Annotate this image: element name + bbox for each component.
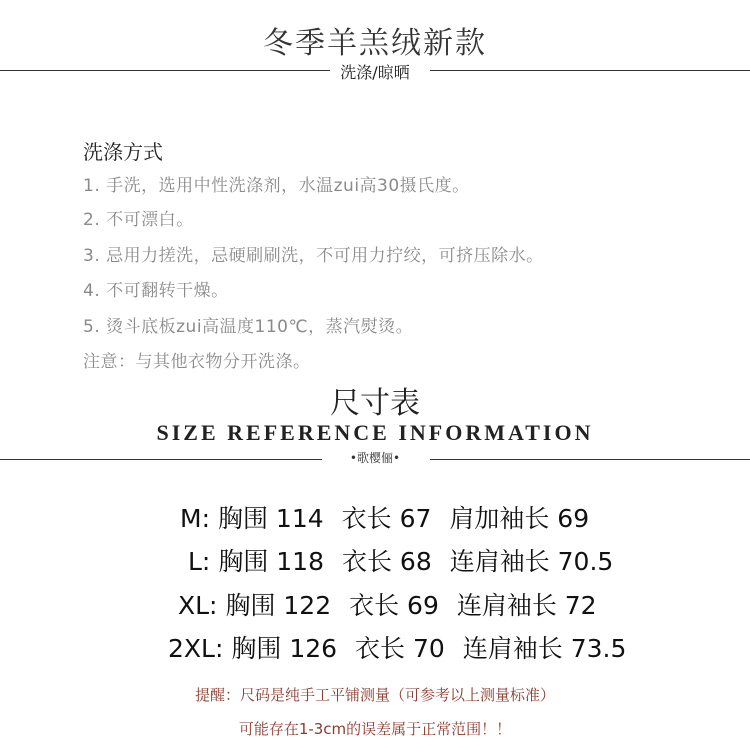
size-label: L: [188, 547, 211, 576]
size-chart-title: 尺寸表 [330, 386, 420, 421]
washing-item: 5. 烫斗底板zui高温度110℃，蒸汽熨烫。 [83, 317, 414, 337]
size-row-m [180, 499, 589, 535]
chest-label: 胸围 [217, 504, 268, 533]
sleeve-label: 连肩袖长 [449, 547, 550, 576]
sleeve-value: 73.5 [570, 634, 627, 663]
size-label: XL: [178, 591, 218, 620]
washing-item: 1. 手洗，选用中性洗涤剂，水温zui高30摄氏度。 [83, 176, 470, 196]
size-label: M: [180, 504, 210, 533]
size-row-l [188, 542, 613, 578]
sleeve-value: 70.5 [557, 547, 614, 576]
chest-value: 118 [276, 547, 324, 576]
section-subtitle: 洗涤/晾晒 [0, 60, 750, 83]
chest-value: 114 [275, 504, 324, 533]
length-value: 68 [399, 547, 432, 576]
size-label: 2XL: [168, 634, 224, 663]
sleeve-label: 肩加袖长 [449, 504, 550, 533]
sleeve-label: 连肩袖长 [456, 591, 557, 620]
chest-label: 胸围 [231, 634, 282, 663]
length-label: 衣长 [341, 504, 392, 533]
length-value: 69 [407, 591, 439, 620]
sleeve-value: 72 [564, 591, 597, 620]
sleeve-value: 69 [557, 504, 590, 533]
length-label: 衣长 [341, 547, 392, 576]
page-title: 冬季羊羔绒新款 [263, 26, 487, 61]
chest-label: 胸围 [225, 591, 276, 620]
sleeve-label: 连肩袖长 [462, 634, 563, 663]
washing-note: 注意：与其他衣物分开洗涤。 [83, 352, 311, 372]
length-label: 衣长 [349, 591, 400, 620]
washing-item: 4. 不可翻转干燥。 [83, 281, 229, 301]
washing-item: 2. 不可漂白。 [83, 210, 194, 230]
measurement-note: 提醒：尺码是纯手工平铺测量（可参考以上测量标准） [194, 686, 555, 704]
length-value: 70 [412, 634, 445, 663]
washing-item: 3. 忌用力搓洗，忌硬刷刷洗，不可用力拧绞，可挤压除水。 [83, 246, 544, 266]
size-row-2xl [168, 629, 626, 665]
size-row-xl [178, 586, 597, 622]
chest-value: 122 [283, 591, 332, 620]
length-value: 67 [399, 504, 432, 533]
chest-value: 126 [289, 634, 338, 663]
length-label: 衣长 [354, 634, 405, 663]
washing-heading: 洗涤方式 [83, 140, 163, 164]
chest-label: 胸围 [218, 547, 269, 576]
size-chart-english-title: SIZE REFERENCE INFORMATION [156, 420, 594, 445]
tolerance-note: 可能存在1-3cm的误差属于正常范围！！ [238, 720, 512, 738]
brand-label: •歌樱俪• [0, 449, 750, 466]
